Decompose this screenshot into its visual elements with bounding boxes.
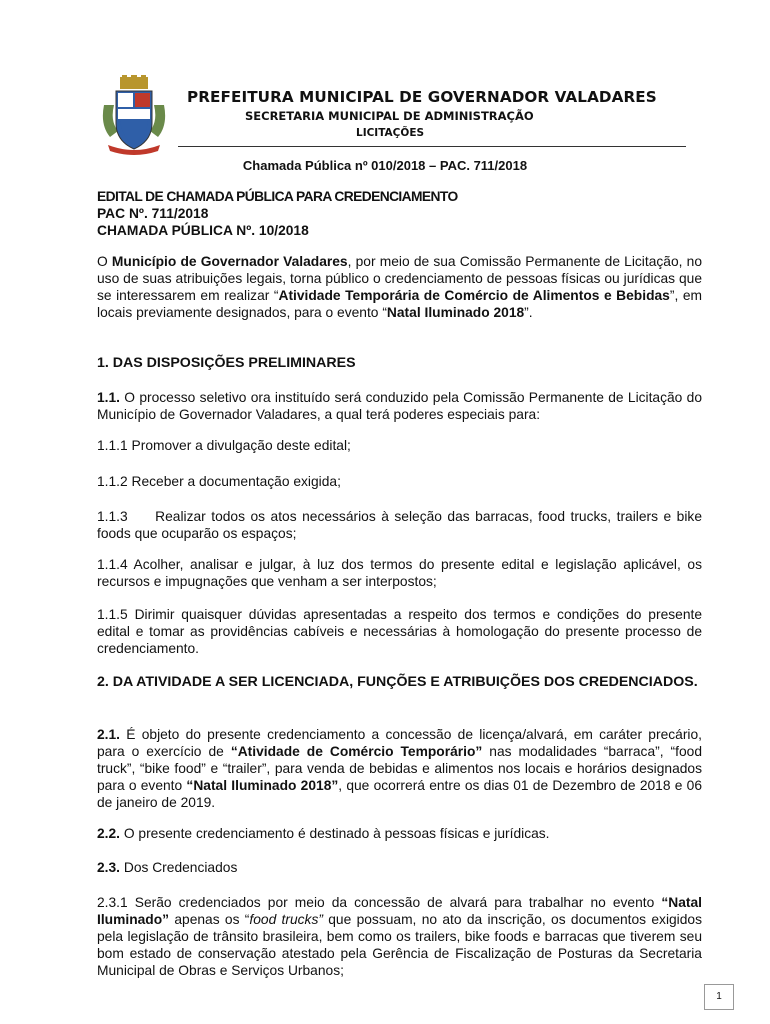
page-number: 1 [704, 984, 734, 1010]
paragraph-1-1-4 [97, 556, 702, 590]
text: food trucks” [249, 912, 323, 927]
edital-line-3: CHAMADA PÚBLICA Nº. 10/2018 [97, 223, 309, 238]
paragraph-2-2 [97, 825, 702, 842]
text: nas modalidades “barraca”, “food truck”, “bike food” e “trailer”, para venda de bebidas e alimentos nos locais e horários designados para o evento [97, 744, 702, 793]
text: É objeto do presente credenciamento a concessão de licença/alvará, em caráter precário, para o exercício de [97, 727, 702, 759]
paragraph-1-1 [97, 389, 702, 423]
header-title: PREFEITURA MUNICIPAL DE GOVERNADOR VALADARES [187, 88, 657, 106]
intro-paragraph [97, 253, 702, 321]
text: Natal Iluminado 2018 [386, 305, 525, 320]
header-department: LICITAÇÕES [356, 127, 425, 139]
text: 2.1. [97, 727, 121, 742]
text: 1.1.4 Acolher, analisar e julgar, à luz dos termos do presente edital e legislação aplicável, os recursos e impugnações que venham a ser interpostos; [97, 557, 702, 589]
text: Atividade Temporária de Comércio de Alimentos e Bebidas [278, 288, 670, 303]
text: “Natal Iluminado 2018” [186, 778, 339, 793]
text: 2.3.1 Serão credenciados por meio da concessão de alvará para trabalhar no evento [97, 895, 662, 910]
header-secretariat: SECRETARIA MUNICIPAL DE ADMINISTRAÇÃO [245, 109, 534, 123]
edital-line-2: PAC Nº. 711/2018 [97, 206, 209, 221]
text: , que ocorrerá entre os dias 01 de Dezembro de 2018 e 06 de janeiro de 2019. [97, 778, 703, 810]
text: O [97, 254, 112, 269]
text: ”, em locais previamente designados, para o evento “ [97, 288, 702, 320]
edital-line-1: EDITAL DE CHAMADA PÚBLICA PARA CREDENCIAMENTO [97, 189, 458, 204]
text: que possuam, no ato da inscrição, os documentos exigidos pela legislação de trânsito brasileira, bem como os trailers, bike foods e barracas que tiverem seu bom estado de conservação atestado pela Gerência de Fiscalização de Posturas da Secretaria Municipal de Obras e Serviços Urbanos; [97, 912, 702, 978]
text: “Atividade de Comércio Temporário” [230, 744, 483, 759]
text: 1.1. [97, 390, 121, 405]
edital-block [97, 188, 458, 239]
paragraph-1-1-1: 1.1.1 Promover a divulgação deste edital; [97, 438, 351, 453]
paragraph-1-1-2: 1.1.2 Receber a documentação exigida; [97, 474, 341, 489]
text: 1.1.3 Realizar todos os atos necessários à seleção das barracas, food trucks, trailers e bike foods que ocuparão os espaços; [97, 509, 706, 541]
text: 2.3. [97, 860, 121, 875]
text: apenas os “ [169, 912, 250, 927]
text: Dos Credenciados [120, 860, 238, 875]
text: O presente credenciamento é destinado à pessoas físicas e jurídicas. [120, 826, 550, 841]
paragraph-2-1 [97, 726, 702, 811]
paragraph-2-3-1 [97, 894, 702, 979]
section-1-title: 1. DAS DISPOSIÇÕES PRELIMINARES [97, 355, 356, 371]
text: 2. DA ATIVIDADE A SER LICENCIADA, FUNÇÕES E ATRIBUIÇÕES DOS CREDENCIADOS. [97, 674, 698, 690]
text: , por meio de sua Comissão Permanente de Licitação, no uso de suas atribuições legais, torna público o credenciamento de pessoas físicas ou jurídicas que se interessarem em realizar “ [97, 254, 702, 303]
text: 1.1.5 Dirimir quaisquer dúvidas apresentadas a respeito dos termos e condições do presente edital e tomar as providências cabíveis e necessárias à homologação do presente processo de credenciamento. [97, 607, 702, 656]
paragraph-1-1-3 [97, 508, 706, 542]
document-subtitle: Chamada Pública nº 010/2018 – PAC. 711/2018 [242, 158, 528, 173]
section-2-title [97, 674, 702, 691]
text: 2.2. [97, 826, 121, 841]
coat-of-arms-icon [100, 75, 168, 155]
paragraph-2-3 [97, 859, 702, 876]
text: “Natal Iluminado” [97, 895, 702, 927]
text: ”. [524, 305, 533, 320]
header-divider [178, 146, 686, 147]
text: O processo seletivo ora instituído será conduzido pela Comissão Permanente de Licitação do Município de Governador Valadares, a qual terá poderes especiais para: [97, 390, 702, 422]
paragraph-1-1-5 [97, 606, 702, 657]
text: Município de Governador Valadares [111, 254, 348, 269]
